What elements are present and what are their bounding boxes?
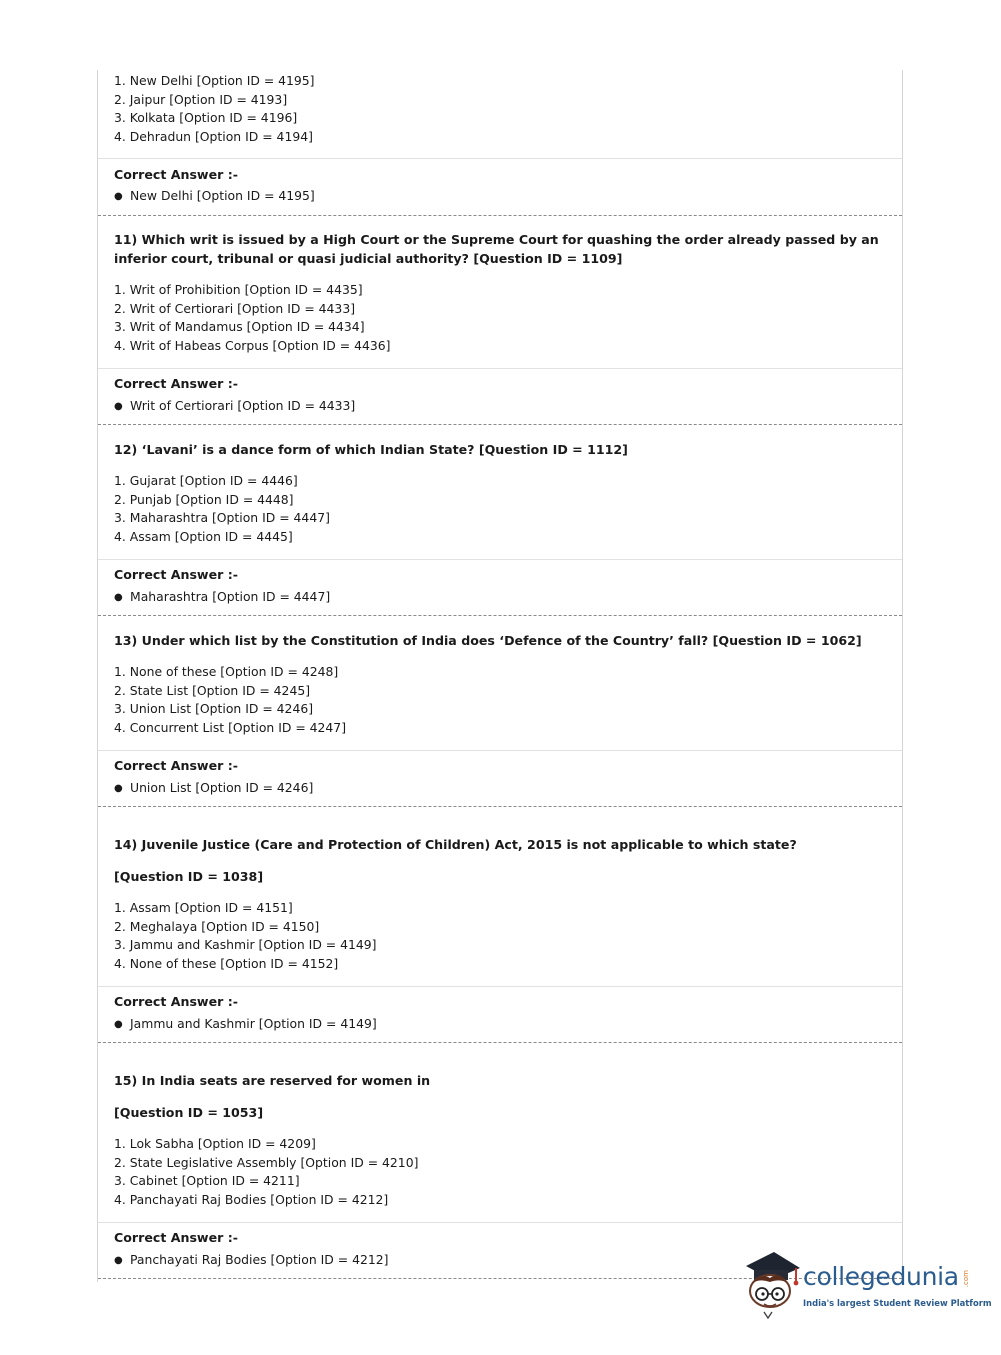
- answer-text: Maharashtra [Option ID = 4447]: [130, 589, 331, 604]
- option-item: 2. State Legislative Assembly [Option ID = 4210]: [114, 1154, 419, 1170]
- q13-options: [114, 663, 346, 737]
- q15-options: [114, 1135, 418, 1209]
- option-item: 1. Writ of Prohibition [Option ID = 4435]: [114, 282, 363, 297]
- bullet-icon: ●: [114, 401, 123, 412]
- question-text: 15) In India seats are reserved for women in: [114, 1073, 431, 1088]
- option-item: 1. Assam [Option ID = 4151]: [114, 900, 293, 915]
- question-separator: [98, 806, 902, 807]
- correct-answer: [114, 779, 313, 798]
- option-item: 4. Assam [Option ID = 4445]: [114, 528, 293, 544]
- option-item: 3. Writ of Mandamus [Option ID = 4434]: [114, 319, 365, 334]
- bullet-icon: ●: [114, 191, 123, 202]
- option-item: 1. New Delhi [Option ID = 4195]: [114, 73, 315, 88]
- answer-heading: Correct Answer :-: [114, 758, 238, 773]
- divider: [98, 750, 902, 751]
- option-item: 3. Maharashtra [Option ID = 4447]: [114, 510, 330, 525]
- answer-text: Panchayati Raj Bodies [Option ID = 4212]: [130, 1252, 389, 1267]
- question-text: 13) Under which list by the Constitution of India does ‘Defence of the Country’ fall? [Question ID = 1062]: [114, 633, 862, 648]
- option-item: 2. Meghalaya [Option ID = 4150]: [114, 918, 320, 934]
- answer-text: Jammu and Kashmir [Option ID = 4149]: [130, 1016, 377, 1031]
- answer-heading: Correct Answer :-: [114, 567, 238, 582]
- divider: [98, 1222, 902, 1223]
- q10-options: [114, 72, 315, 146]
- question-separator: [98, 1042, 902, 1043]
- mascot-icon: [740, 1246, 804, 1320]
- option-item: 3. Kolkata [Option ID = 4196]: [114, 110, 298, 125]
- answer-text: Writ of Certiorari [Option ID = 4433]: [130, 398, 356, 413]
- question-text: 11) Which writ is issued by a High Court or the Supreme Court for quashing the order already passed by an inferior court, tribunal or quasi judicial authority? [Question ID = 1109]: [114, 232, 879, 266]
- option-item: 2. Punjab [Option ID = 4448]: [114, 491, 294, 507]
- bullet-icon: ●: [114, 592, 123, 603]
- question-text: 12) ‘Lavani’ is a dance form of which Indian State? [Question ID = 1112]: [114, 442, 628, 457]
- question-id: [Question ID = 1038]: [114, 869, 264, 884]
- bullet-icon: ●: [114, 783, 123, 794]
- divider: [98, 559, 902, 560]
- question-separator: [98, 215, 902, 216]
- answer-heading: Correct Answer :-: [114, 994, 238, 1009]
- option-item: 1. Gujarat [Option ID = 4446]: [114, 473, 298, 488]
- option-item: 1. Lok Sabha [Option ID = 4209]: [114, 1136, 316, 1151]
- q12-options: [114, 472, 330, 546]
- option-item: 4. Panchayati Raj Bodies [Option ID = 4212]: [114, 1191, 389, 1207]
- option-item: 4. Dehradun [Option ID = 4194]: [114, 128, 313, 144]
- option-item: 1. None of these [Option ID = 4248]: [114, 664, 339, 679]
- collegedunia-logo: [740, 1246, 992, 1320]
- divider: [98, 158, 902, 159]
- logo-tagline: India's largest Student Review Platform: [803, 1298, 992, 1308]
- correct-answer: [114, 1015, 377, 1034]
- option-item: 2. State List [Option ID = 4245]: [114, 682, 311, 698]
- correct-answer: [114, 397, 355, 416]
- correct-answer: [114, 1251, 388, 1270]
- divider: [98, 986, 902, 987]
- q11-options: [114, 281, 390, 355]
- q14-options: [114, 899, 377, 973]
- answer-heading: Correct Answer :-: [114, 167, 238, 182]
- option-item: 2. Jaipur [Option ID = 4193]: [114, 91, 288, 107]
- answer-heading: Correct Answer :-: [114, 1230, 238, 1245]
- answer-heading: Correct Answer :-: [114, 376, 238, 391]
- option-item: 4. Concurrent List [Option ID = 4247]: [114, 719, 347, 735]
- option-item: 4. Writ of Habeas Corpus [Option ID = 4436]: [114, 337, 391, 353]
- answer-text: New Delhi [Option ID = 4195]: [130, 188, 315, 203]
- logo-suffix: .com: [962, 1270, 970, 1288]
- option-item: 2. Writ of Certiorari [Option ID = 4433]: [114, 300, 356, 316]
- logo-wordmark: collegedunia: [803, 1262, 959, 1291]
- question-id: [Question ID = 1053]: [114, 1105, 264, 1120]
- answer-text: Union List [Option ID = 4246]: [130, 780, 314, 795]
- correct-answer: [114, 588, 330, 607]
- question-separator: [98, 615, 902, 616]
- option-item: 3. Cabinet [Option ID = 4211]: [114, 1173, 300, 1188]
- divider: [98, 368, 902, 369]
- bullet-icon: ●: [114, 1019, 123, 1030]
- bullet-icon: ●: [114, 1255, 123, 1266]
- question-paper: [97, 70, 903, 1282]
- correct-answer: [114, 187, 315, 206]
- option-item: 4. None of these [Option ID = 4152]: [114, 955, 339, 971]
- question-text: 14) Juvenile Justice (Care and Protection of Children) Act, 2015 is not applicable to which state?: [114, 837, 797, 852]
- option-item: 3. Union List [Option ID = 4246]: [114, 701, 314, 716]
- option-item: 3. Jammu and Kashmir [Option ID = 4149]: [114, 937, 377, 952]
- question-separator: [98, 424, 902, 425]
